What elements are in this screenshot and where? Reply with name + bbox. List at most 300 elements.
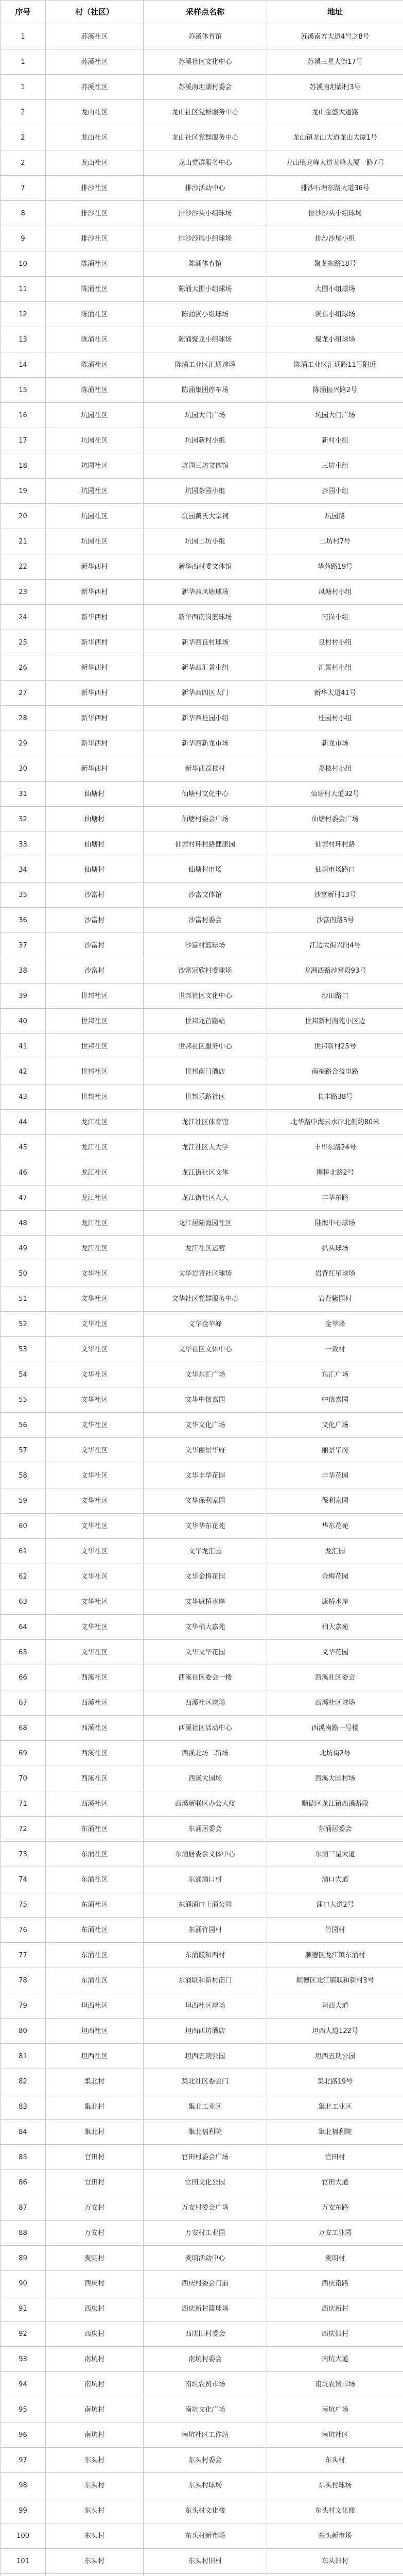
row-address: 苏溪南方大道4号之8号 [267, 24, 403, 49]
row-site-name: 世邦乐路社区 [144, 1084, 267, 1110]
row-village: 东头村 [46, 2523, 144, 2549]
row-village: 坦西社区 [46, 2019, 144, 2044]
row-village: 坑园社区 [46, 403, 144, 428]
table-row [1, 2195, 403, 2221]
row-village: 文华社区 [46, 1463, 144, 1488]
row-address: 龙洲西路沙富段93号 [267, 958, 403, 984]
row-index: 53 [1, 1337, 46, 1362]
row-village: 集北村 [46, 2120, 144, 2145]
row-site-name: 排沙沙头小组球场 [144, 201, 267, 226]
table-row [1, 1059, 403, 1084]
row-address: 西庆旧村 [267, 2321, 403, 2347]
table-row [1, 2422, 403, 2448]
table-row [1, 1918, 403, 1943]
row-index: 2 [1, 150, 46, 176]
row-index: 57 [1, 1438, 46, 1463]
row-village: 文华社区 [46, 1337, 144, 1362]
row-address: 沙富南路3号 [267, 908, 403, 933]
row-site-name: 东头村委会 [144, 2448, 267, 2473]
row-site-name: 新华西良村球场 [144, 630, 267, 655]
row-index: 37 [1, 933, 46, 958]
row-village: 集北村 [46, 2094, 144, 2120]
row-address: 坦西大道 [267, 1993, 403, 2019]
table-row [1, 731, 403, 756]
row-site-name: 文华社区党群服务中心 [144, 1286, 267, 1312]
table-row [1, 479, 403, 504]
table-header-row [1, 1, 403, 24]
row-site-name: 西庆村委会门前 [144, 2271, 267, 2296]
row-site-name: 西溪社区球场 [144, 1690, 267, 1716]
row-site-name: 新华西凤塘球场 [144, 580, 267, 605]
row-index: 2 [1, 125, 46, 150]
row-site-name: 集北工业区 [144, 2094, 267, 2120]
row-site-name: 东头村新市场 [144, 2523, 267, 2549]
row-index: 38 [1, 958, 46, 984]
row-index: 28 [1, 706, 46, 731]
row-village: 文华社区 [46, 1286, 144, 1312]
row-site-name: 仙塘村文化中心 [144, 782, 267, 807]
row-village: 新华西村 [46, 756, 144, 782]
row-village: 陈涌社区 [46, 277, 144, 302]
table-row [1, 807, 403, 832]
table-row [1, 1488, 403, 1514]
row-address: 金苹峰 [267, 1312, 403, 1337]
table-row [1, 782, 403, 807]
row-site-name: 坑园黄氏大宗祠 [144, 504, 267, 529]
row-site-name: 坦西社区球场 [144, 1993, 267, 2019]
row-site-name: 新华西南岗篮球场 [144, 605, 267, 630]
table-row [1, 1539, 403, 1564]
row-address: 排沙沙尾小组 [267, 226, 403, 251]
row-address: 荔枝村小组 [267, 756, 403, 782]
row-address: 南坑社区 [267, 2422, 403, 2448]
row-village: 沙富村 [46, 883, 144, 908]
row-village: 排沙社区 [46, 201, 144, 226]
row-index: 69 [1, 1741, 46, 1766]
row-village: 官田村 [46, 2170, 144, 2195]
table-row [1, 2221, 403, 2246]
row-address: 北坊街2号 [267, 1741, 403, 1766]
row-address: 二坊村7号 [267, 529, 403, 554]
row-index: 21 [1, 529, 46, 554]
table-row [1, 403, 403, 428]
row-site-name: 陈涌溪小组球场 [144, 302, 267, 327]
row-site-name: 官田文化公园 [144, 2170, 267, 2195]
row-site-name: 东涌涌口村 [144, 1867, 267, 1892]
row-address: 南岗小组 [267, 605, 403, 630]
row-index: 65 [1, 1640, 46, 1665]
row-site-name: 万安村工业园 [144, 2221, 267, 2246]
row-site-name: 坑园大门广场 [144, 403, 267, 428]
row-index: 47 [1, 1185, 46, 1211]
row-index: 49 [1, 1236, 46, 1261]
row-index: 72 [1, 1817, 46, 1842]
row-index: 71 [1, 1791, 46, 1817]
row-address [267, 2574, 403, 2576]
table-row [1, 857, 403, 883]
row-site-name: 东头村旧村 [144, 2549, 267, 2574]
row-index: 41 [1, 1034, 46, 1059]
table-row [1, 681, 403, 706]
table-row [1, 1160, 403, 1185]
row-address: 苏溪南坦湖村3号 [267, 75, 403, 100]
row-village: 苏溪社区 [46, 75, 144, 100]
table-row [1, 176, 403, 201]
row-index: 77 [1, 1943, 46, 1968]
row-village: 西庆村 [46, 2296, 144, 2321]
table-row [1, 1514, 403, 1539]
table-row [1, 1009, 403, 1034]
row-village: 东涌社区 [46, 1968, 144, 1993]
row-index: 59 [1, 1488, 46, 1514]
table-row [1, 125, 403, 150]
row-address: 仙塘村大道32号 [267, 782, 403, 807]
row-site-name: 世邦龙首路站 [144, 1009, 267, 1034]
table-row [1, 251, 403, 277]
row-address: 东头村球场 [267, 2473, 403, 2498]
row-village: 沙富村 [46, 908, 144, 933]
row-index [1, 2574, 46, 2576]
row-index: 24 [1, 605, 46, 630]
row-index: 67 [1, 1690, 46, 1716]
table-row [1, 2271, 403, 2296]
table-row [1, 226, 403, 251]
table-row [1, 150, 403, 176]
row-village: 龙江社区 [46, 1135, 144, 1160]
row-village: 文华社区 [46, 1413, 144, 1438]
row-site-name: 坑园二坊小组 [144, 529, 267, 554]
table-row [1, 2321, 403, 2347]
row-index: 97 [1, 2448, 46, 2473]
row-site-name: 新华西汇景小组 [144, 655, 267, 681]
row-village: 仙塘村 [46, 782, 144, 807]
row-village: 坑园社区 [46, 504, 144, 529]
row-site-name: 沙富文体馆 [144, 883, 267, 908]
row-village: 新华西村 [46, 706, 144, 731]
row-village: 文华社区 [46, 1387, 144, 1413]
row-index: 92 [1, 2321, 46, 2347]
row-site-name: 沙富村篮球场 [144, 933, 267, 958]
table-row [1, 2170, 403, 2195]
row-index: 46 [1, 1160, 46, 1185]
row-site-name: 坑园三坊文体馆 [144, 453, 267, 479]
row-site-name: 西溪大园场 [144, 1766, 267, 1791]
row-site-name: 文华保利家园 [144, 1488, 267, 1514]
row-index: 43 [1, 1084, 46, 1110]
row-index: 16 [1, 403, 46, 428]
row-index: 98 [1, 2473, 46, 2498]
table-row [1, 1312, 403, 1337]
row-village: 东头村 [46, 2549, 144, 2574]
table-row [1, 2549, 403, 2574]
row-village: 南坑村 [46, 2372, 144, 2397]
row-village: 西溪社区 [46, 1690, 144, 1716]
row-site-name: 沙富村委会 [144, 908, 267, 933]
row-index: 54 [1, 1362, 46, 1387]
row-index: 62 [1, 1564, 46, 1589]
row-site-name: 排沙沙尾小组球场 [144, 226, 267, 251]
row-address: 西溪社区球场 [267, 1690, 403, 1716]
row-address: 桂园村小组 [267, 706, 403, 731]
table-row [1, 2523, 403, 2549]
row-village: 新华西村 [46, 605, 144, 630]
row-site-name: 新华西村委文体馆 [144, 554, 267, 580]
row-index: 61 [1, 1539, 46, 1564]
row-index: 56 [1, 1413, 46, 1438]
row-village: 文华社区 [46, 1564, 144, 1589]
row-village: 龙江社区 [46, 1110, 144, 1135]
row-address: 长丰路38号 [267, 1084, 403, 1110]
table-row [1, 1211, 403, 1236]
row-index: 1 [1, 75, 46, 100]
row-index: 7 [1, 176, 46, 201]
row-site-name: 苏溪社区文化中心 [144, 49, 267, 75]
row-village: 东头村 [46, 2473, 144, 2498]
row-site-name: 西溪社区活动中心 [144, 1716, 267, 1741]
table-row [1, 1135, 403, 1160]
table-row [1, 1716, 403, 1741]
row-village: 世邦社区 [46, 1084, 144, 1110]
row-address: 东头新市场 [267, 2523, 403, 2549]
row-address: 江边大街兴阳4号 [267, 933, 403, 958]
table-row [1, 1943, 403, 1968]
row-index: 26 [1, 655, 46, 681]
row-index: 15 [1, 378, 46, 403]
table-row [1, 201, 403, 226]
row-village: 龙江社区 [46, 1185, 144, 1211]
row-address: 万安东路 [267, 2195, 403, 2221]
table-row [1, 2069, 403, 2094]
row-site-name: 东涌涌口上涌公园 [144, 1892, 267, 1918]
row-village: 世邦社区 [46, 984, 144, 1009]
row-address: 坦西大道122号 [267, 2019, 403, 2044]
row-village: 西庆村 [46, 2271, 144, 2296]
row-index: 68 [1, 1716, 46, 1741]
row-index: 14 [1, 352, 46, 378]
row-village: 坑园社区 [46, 428, 144, 453]
row-index: 10 [1, 251, 46, 277]
table-row [1, 1438, 403, 1463]
row-site-name: 文华岩背社区球场 [144, 1261, 267, 1286]
row-index: 22 [1, 554, 46, 580]
row-index: 51 [1, 1286, 46, 1312]
row-index: 36 [1, 908, 46, 933]
row-village: 龙山社区 [46, 125, 144, 150]
row-address: 坦西五期公园 [267, 2044, 403, 2069]
row-site-name: 苏溪体育馆 [144, 24, 267, 49]
row-village: 文华社区 [46, 1261, 144, 1286]
row-address: 金梅花园 [267, 1564, 403, 1589]
row-site-name: 东头村球场 [144, 2473, 267, 2498]
row-index: 44 [1, 1110, 46, 1135]
row-address: 陈涌工业区汇通路11号附近 [267, 352, 403, 378]
table-row [1, 1766, 403, 1791]
table-row [1, 1387, 403, 1413]
row-index: 99 [1, 2498, 46, 2523]
row-address: 中信嘉园 [267, 1387, 403, 1413]
row-site-name: 文华柏大嘉苑 [144, 1615, 267, 1640]
row-site-name: 东涌联和西村 [144, 1943, 267, 1968]
row-site-name: 文华丰华花园 [144, 1463, 267, 1488]
row-site-name: 龙江居陆海园社区 [144, 1211, 267, 1236]
row-site-name: 新华西桂园小组 [144, 706, 267, 731]
row-site-name [144, 2574, 267, 2576]
row-index: 101 [1, 2549, 46, 2574]
table-row [1, 378, 403, 403]
table-row [1, 302, 403, 327]
row-index: 48 [1, 1211, 46, 1236]
row-village: 东涌社区 [46, 1817, 144, 1842]
table-row [1, 1892, 403, 1918]
row-village: 文华社区 [46, 1514, 144, 1539]
row-village: 龙山社区 [46, 150, 144, 176]
row-index: 35 [1, 883, 46, 908]
row-address: 聚龙东路18号 [267, 251, 403, 277]
row-address: 官田村 [267, 2145, 403, 2170]
row-site-name: 陈涌集团停车场 [144, 378, 267, 403]
row-address: 东头村文化楼 [267, 2498, 403, 2523]
row-village: 新华西村 [46, 580, 144, 605]
row-village: 文华社区 [46, 1615, 144, 1640]
table-row [1, 1867, 403, 1892]
row-index: 55 [1, 1387, 46, 1413]
row-address: 陈涌振兴路2号 [267, 378, 403, 403]
row-address: 顺德区龙江镇联和新村3号 [267, 1968, 403, 1993]
row-index: 31 [1, 782, 46, 807]
row-address: 一致村 [267, 1337, 403, 1362]
table-row [1, 428, 403, 453]
row-village: 沙富村 [46, 958, 144, 984]
row-site-name: 文华康桥水岸 [144, 1589, 267, 1615]
table-row [1, 1236, 403, 1261]
row-address: 南福路合益电路 [267, 1059, 403, 1084]
row-site-name: 东涌居委会文体中心 [144, 1842, 267, 1867]
row-address: 新村小组 [267, 428, 403, 453]
row-address: 南坑广场 [267, 2397, 403, 2422]
table-row [1, 1640, 403, 1665]
row-village: 坑园社区 [46, 453, 144, 479]
row-address: 集北福利院 [267, 2120, 403, 2145]
table-row [1, 554, 403, 580]
row-village: 西溪社区 [46, 1791, 144, 1817]
table-row [1, 352, 403, 378]
row-site-name: 龙江社区人大学 [144, 1135, 267, 1160]
row-site-name: 文华龙汇园 [144, 1539, 267, 1564]
row-site-name: 西溪新联区办公大楼 [144, 1791, 267, 1817]
row-address: 东头旧村 [267, 2549, 403, 2574]
row-village: 万安村 [46, 2195, 144, 2221]
table-row [1, 1968, 403, 1993]
row-index: 25 [1, 630, 46, 655]
row-address: 扒头球场 [267, 1236, 403, 1261]
table-row [1, 2397, 403, 2422]
row-address: 顺德区龙江镇西溪路段 [267, 1791, 403, 1817]
row-index: 81 [1, 2044, 46, 2069]
row-village: 文华社区 [46, 1312, 144, 1337]
row-address: 西庆新村 [267, 2296, 403, 2321]
table-row [1, 1741, 403, 1766]
row-site-name: 西庆旧村委会 [144, 2321, 267, 2347]
row-village: 新华西村 [46, 681, 144, 706]
row-index: 8 [1, 201, 46, 226]
row-address: 官田大道 [267, 2170, 403, 2195]
row-index: 85 [1, 2145, 46, 2170]
row-index: 32 [1, 807, 46, 832]
row-address: 新华大道41号 [267, 681, 403, 706]
table-row [1, 2448, 403, 2473]
row-site-name: 集北福利院 [144, 2120, 267, 2145]
row-index: 33 [1, 832, 46, 857]
table-row [1, 2347, 403, 2372]
row-address: 龙汇园 [267, 1539, 403, 1564]
table-row [1, 1337, 403, 1362]
row-site-name: 陈涌工业区汇通球场 [144, 352, 267, 378]
row-address: 文华花园 [267, 1640, 403, 1665]
table-row [1, 453, 403, 479]
table-row [1, 529, 403, 554]
row-site-name: 仙塘村环村路健康园 [144, 832, 267, 857]
row-index: 40 [1, 1009, 46, 1034]
table-row [1, 2120, 403, 2145]
row-village: 南坑村 [46, 2347, 144, 2372]
table-row [1, 75, 403, 100]
row-index: 17 [1, 428, 46, 453]
table-row [1, 49, 403, 75]
row-village: 仙塘村 [46, 807, 144, 832]
row-village: 龙江社区 [46, 1211, 144, 1236]
row-site-name: 文华华东花苑 [144, 1514, 267, 1539]
header-address: 地址 [267, 1, 403, 24]
table-row [1, 277, 403, 302]
row-village: 世邦社区 [46, 1034, 144, 1059]
header-village: 村（社区） [46, 1, 144, 24]
row-village: 文华社区 [46, 1362, 144, 1387]
table-row [1, 580, 403, 605]
row-address: 凤塘村小组 [267, 580, 403, 605]
row-address: 沙田路口 [267, 984, 403, 1009]
row-address: 龙山金盛大道路 [267, 100, 403, 125]
row-village: 西溪社区 [46, 1766, 144, 1791]
table-row [1, 2246, 403, 2271]
row-village: 麦朗村 [46, 2246, 144, 2271]
row-village: 东头村 [46, 2448, 144, 2473]
row-village: 陈涌社区 [46, 327, 144, 352]
table-row [1, 908, 403, 933]
table-row [1, 1842, 403, 1867]
table-row [1, 2296, 403, 2321]
table-row [1, 1185, 403, 1211]
row-site-name: 坑园茶园小组 [144, 479, 267, 504]
row-index: 30 [1, 756, 46, 782]
table-row [1, 1034, 403, 1059]
table-row [1, 1665, 403, 1690]
row-village: 新华西村 [46, 655, 144, 681]
row-address: 顺德区龙江镇东涌村 [267, 1943, 403, 1968]
row-village: 文华社区 [46, 1589, 144, 1615]
row-index: 90 [1, 2271, 46, 2296]
row-village: 新华西村 [46, 554, 144, 580]
row-index: 19 [1, 479, 46, 504]
row-site-name: 世邦社区文化中心 [144, 984, 267, 1009]
row-address: 涌口大道 [267, 1867, 403, 1892]
row-index: 73 [1, 1842, 46, 1867]
table-row [1, 655, 403, 681]
row-village: 东头村 [46, 2498, 144, 2523]
row-address: 苏溪三星大街17号 [267, 49, 403, 75]
row-index: 91 [1, 2296, 46, 2321]
table-row [1, 832, 403, 857]
row-site-name: 文华金梅花园 [144, 1564, 267, 1589]
